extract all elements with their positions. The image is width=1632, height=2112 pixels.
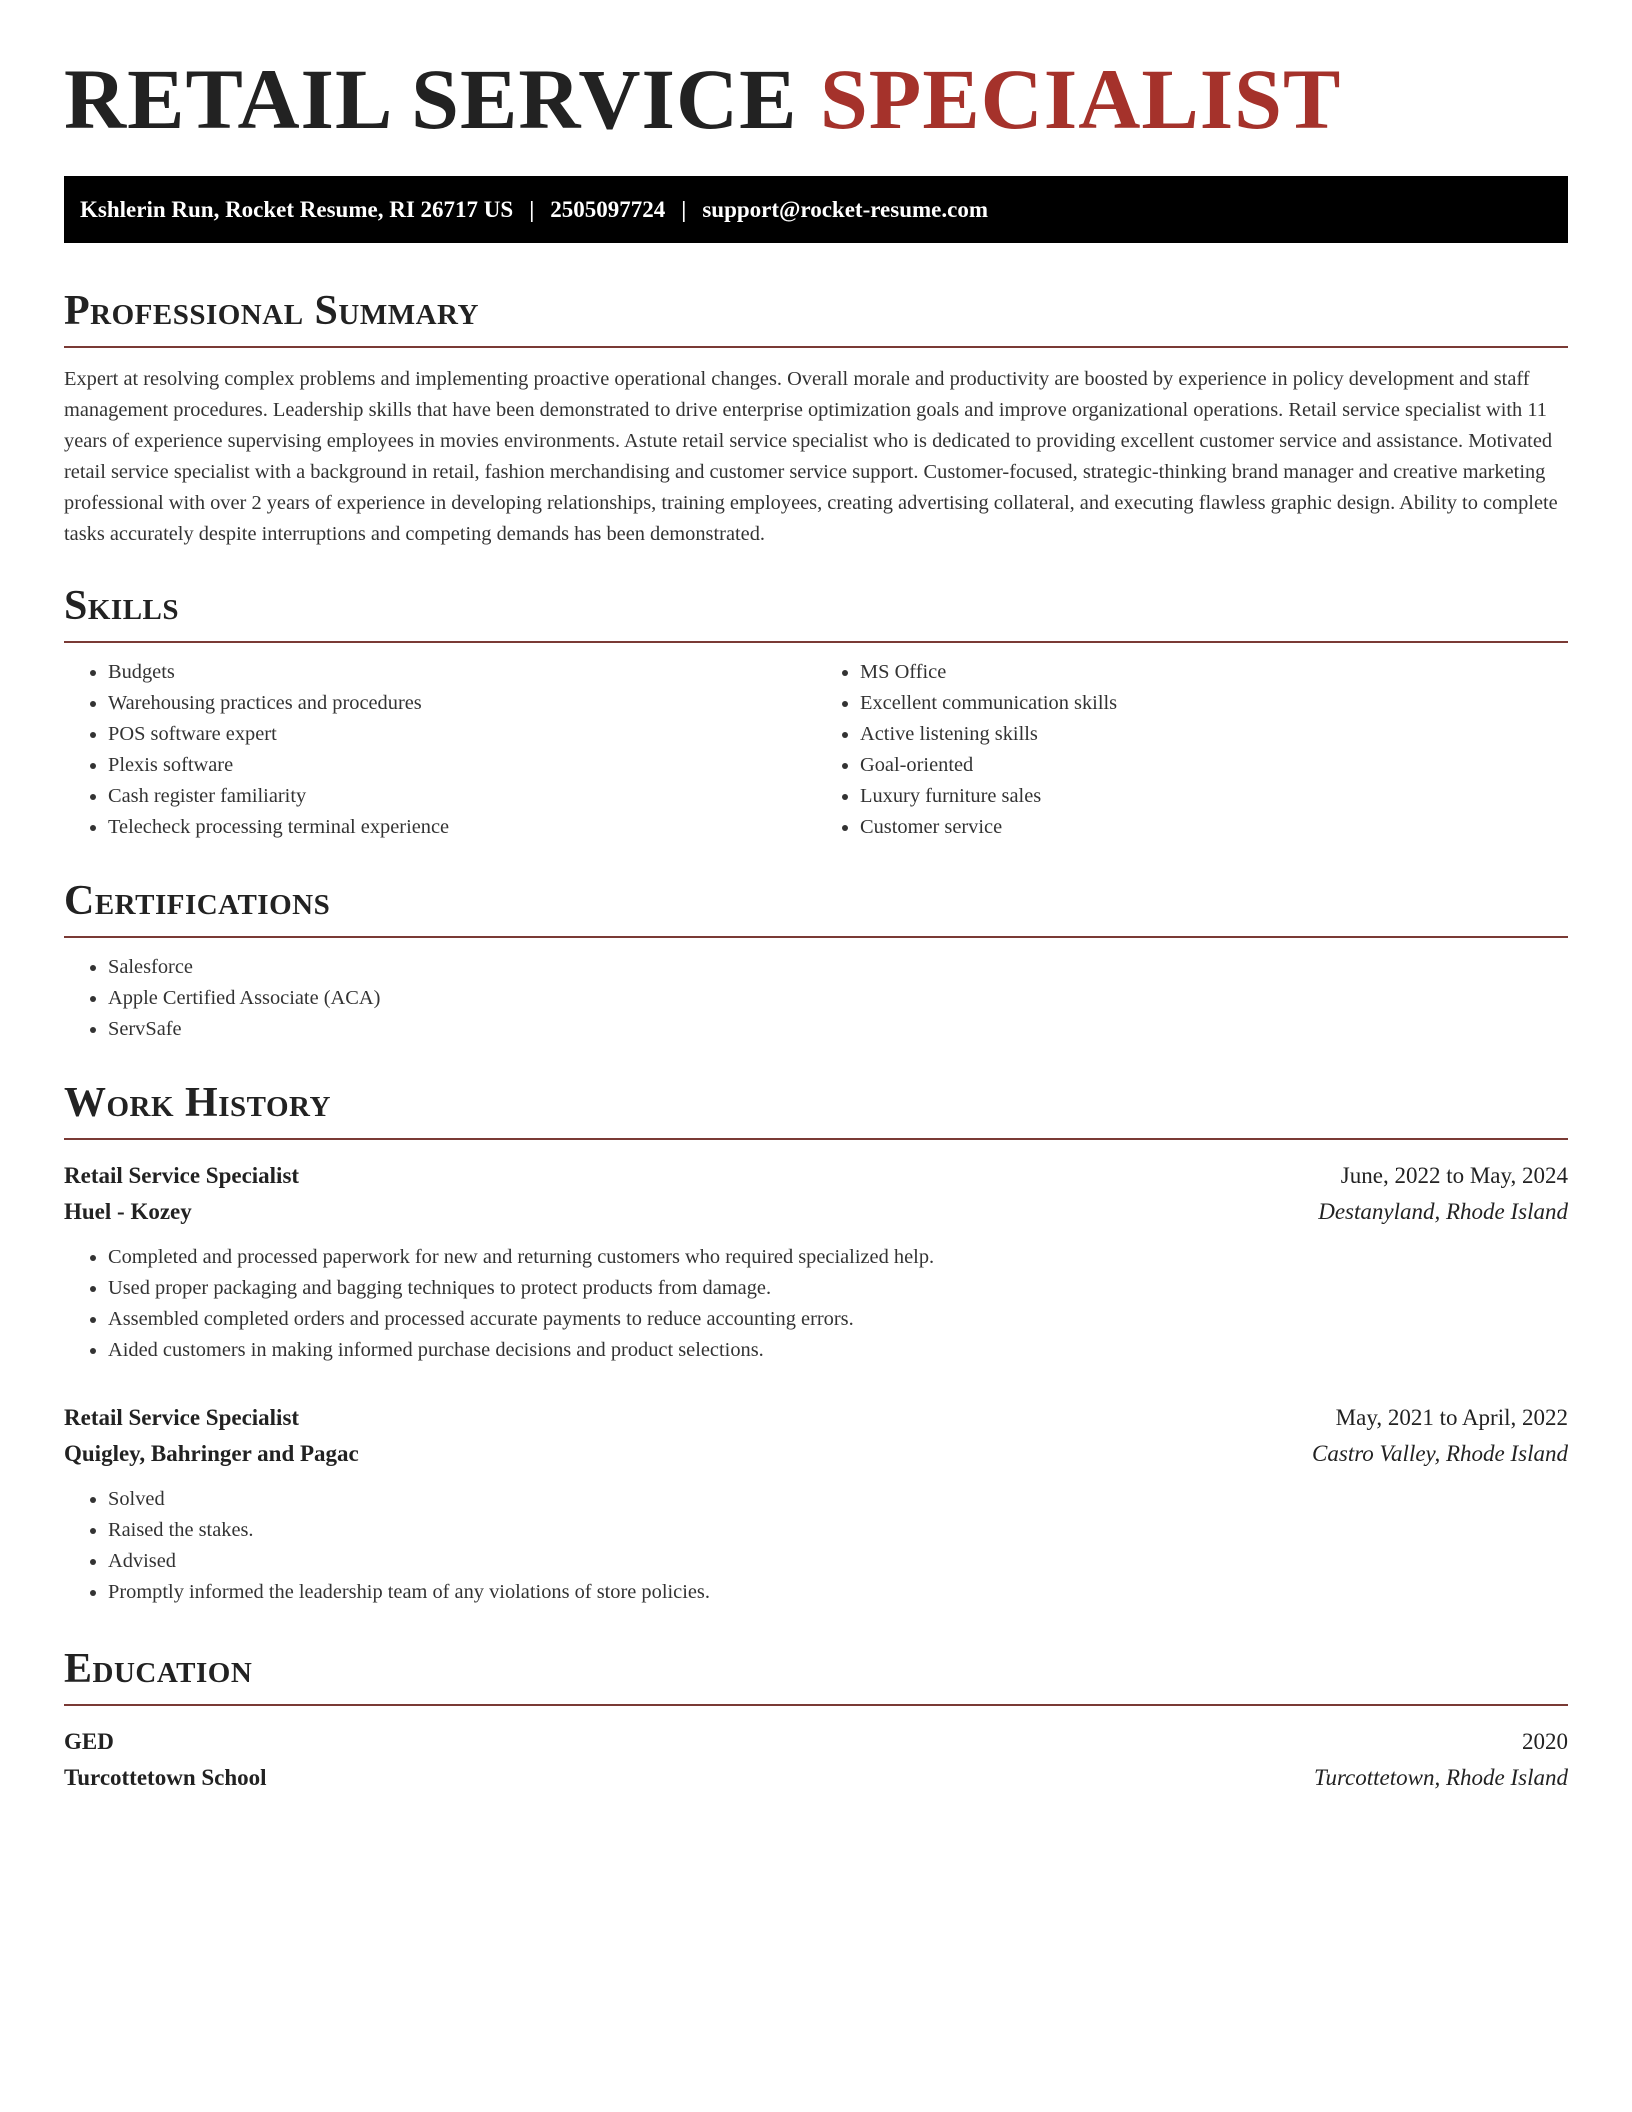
skills-section bbox=[64, 585, 1568, 843]
education-entry bbox=[64, 1724, 1568, 1796]
contact-phone: 2505097724 bbox=[550, 196, 666, 222]
job-duty: • Assembled completed orders and processed accurate payments to reduce accounting errors. bbox=[108, 1304, 1568, 1335]
education-heading: Education bbox=[64, 1648, 1568, 1706]
skill-item: • Customer service bbox=[860, 812, 1568, 843]
education-year: 2020 bbox=[1522, 1729, 1568, 1754]
skills-columns bbox=[64, 657, 1568, 843]
certifications-section bbox=[64, 880, 1568, 1045]
candidate-name bbox=[64, 51, 1342, 147]
skill-item: • Goal-oriented bbox=[860, 750, 1568, 781]
job-dates: June, 2022 to May, 2024 bbox=[1340, 1163, 1568, 1188]
job-company-row bbox=[64, 1436, 1568, 1472]
work-history-heading: Work History bbox=[64, 1082, 1568, 1140]
skill-item: • Cash register familiarity bbox=[108, 781, 816, 812]
job-title: Retail Service Specialist bbox=[64, 1163, 300, 1188]
job-duty: • Aided customers in making informed purchase decisions and product selections. bbox=[108, 1335, 1568, 1366]
name-last-part: SPECIALIST bbox=[819, 51, 1342, 147]
job-duty: • Used proper packaging and bagging techniques to protect products from damage. bbox=[108, 1273, 1568, 1304]
job-duty: • Advised bbox=[108, 1546, 1568, 1577]
job-title-row bbox=[64, 1400, 1568, 1436]
skills-list-left bbox=[64, 657, 816, 843]
certifications-list bbox=[64, 952, 1568, 1045]
contact-separator: | bbox=[529, 196, 535, 222]
job-company: Huel - Kozey bbox=[64, 1199, 192, 1224]
certifications-heading: Certifications bbox=[64, 880, 1568, 938]
education-school-row bbox=[64, 1760, 1568, 1796]
skill-item: • Plexis software bbox=[108, 750, 816, 781]
skill-item: • POS software expert bbox=[108, 719, 816, 750]
job-company-row bbox=[64, 1194, 1568, 1230]
certification-item: • Apple Certified Associate (ACA) bbox=[108, 983, 1568, 1014]
contact-email: support@rocket-resume.com bbox=[702, 196, 988, 222]
skill-item: • Budgets bbox=[108, 657, 816, 688]
skill-item: • Luxury furniture sales bbox=[860, 781, 1568, 812]
job-duties-list bbox=[64, 1484, 1568, 1608]
job-title: Retail Service Specialist bbox=[64, 1405, 300, 1430]
job-duties-list bbox=[64, 1242, 1568, 1366]
job-company: Quigley, Bahringer and Pagac bbox=[64, 1441, 359, 1466]
education-school: Turcottetown School bbox=[64, 1765, 267, 1790]
job-entry bbox=[64, 1158, 1568, 1366]
skill-item: • Telecheck processing terminal experience bbox=[108, 812, 816, 843]
summary-section bbox=[64, 290, 1568, 550]
skill-item: • Excellent communication skills bbox=[860, 688, 1568, 719]
skill-item: • MS Office bbox=[860, 657, 1568, 688]
job-location: Castro Valley, Rhode Island bbox=[1312, 1441, 1568, 1466]
summary-text: Expert at resolving complex problems and implementing proactive operational changes. Overall morale and productivity are boosted by experience in policy development and staff management procedures. Leadership skills that have been demonstrated to drive enterprise optimization goals and improve organizational operations. Retail service specialist with 11 years of experience supervising employees in movies environments. Astute retail service specialist who is dedicated to providing excellent customer service and assistance. Motivated retail service specialist with a background in retail, fashion merchandising and customer service support. Customer-focused, strategic-thinking brand manager and creative marketing professional with over 2 years of experience in developing relationships, training employees, creating advertising collateral, and executing flawless graphic design. Ability to complete tasks accurately despite interruptions and competing demands has been demonstrated. bbox=[64, 368, 1558, 545]
skills-list-right bbox=[816, 657, 1568, 843]
education-degree-row bbox=[64, 1724, 1568, 1760]
certification-item: • Salesforce bbox=[108, 952, 1568, 983]
skill-item: • Warehousing practices and procedures bbox=[108, 688, 816, 719]
education-section bbox=[64, 1648, 1568, 1796]
job-entry bbox=[64, 1400, 1568, 1608]
job-duty: • Completed and processed paperwork for new and returning customers who required specialized help. bbox=[108, 1242, 1568, 1273]
skills-heading: Skills bbox=[64, 585, 1568, 643]
summary-heading: Professional Summary bbox=[64, 290, 1568, 348]
certification-item: • ServSafe bbox=[108, 1014, 1568, 1045]
job-duty: • Solved bbox=[108, 1484, 1568, 1515]
education-degree: GED bbox=[64, 1729, 114, 1754]
contact-separator: | bbox=[681, 196, 687, 222]
contact-bar bbox=[64, 176, 1568, 243]
job-location: Destanyland, Rhode Island bbox=[1318, 1199, 1568, 1224]
name-first-part: RETAIL SERVICE bbox=[64, 51, 798, 147]
job-duty: • Promptly informed the leadership team of any violations of store policies. bbox=[108, 1577, 1568, 1608]
work-history-section bbox=[64, 1082, 1568, 1608]
education-location: Turcottetown, Rhode Island bbox=[1313, 1765, 1568, 1790]
skill-item: • Active listening skills bbox=[860, 719, 1568, 750]
contact-address: Kshlerin Run, Rocket Resume, RI 26717 US bbox=[80, 196, 514, 222]
job-title-row bbox=[64, 1158, 1568, 1194]
job-dates: May, 2021 to April, 2022 bbox=[1335, 1405, 1568, 1430]
job-duty: • Raised the stakes. bbox=[108, 1515, 1568, 1546]
